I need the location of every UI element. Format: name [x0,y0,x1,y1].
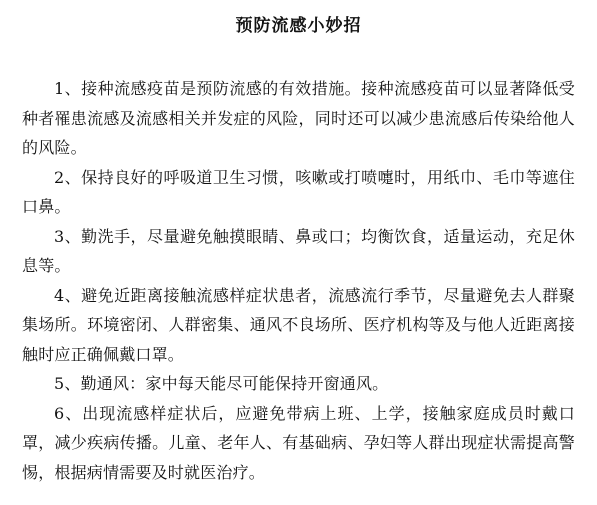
tip-item-1: 1、接种流感疫苗是预防流感的有效措施。接种流感疫苗可以显著降低受种者罹患流感及流感相关并发症的风险，同时还可以减少患流感后传染给他人的风险。 [22,79,575,157]
tip-item-6: 6、出现流感样症状后，应避免带病上班、上学，接触家庭成员时戴口罩，减少疾病传播。儿童、老年人、有基础病、孕妇等人群出现症状需提高警惕，根据病情需要及时就医治疗。 [22,403,575,482]
tip-item-4: 4、避免近距离接触流感样症状患者，流感流行季节，尽量避免去人群聚集场所。环境密闭、人群密集、通风不良场所、医疗机构等及与他人近距离接触时应正确佩戴口罩。 [22,285,575,364]
tip-item-3: 3、勤洗手，尽量避免触摸眼睛、鼻或口；均衡饮食，适量运动，充足休息等。 [22,226,575,275]
tip-item-2: 2、保持良好的呼吸道卫生习惯，咳嗽或打喷嚏时，用纸巾、毛巾等遮住口鼻。 [22,167,575,216]
document-title: 预防流感小妙招 [235,16,362,36]
tip-item-5: 5、勤通风：家中每天能尽可能保持开窗通风。 [54,374,389,393]
